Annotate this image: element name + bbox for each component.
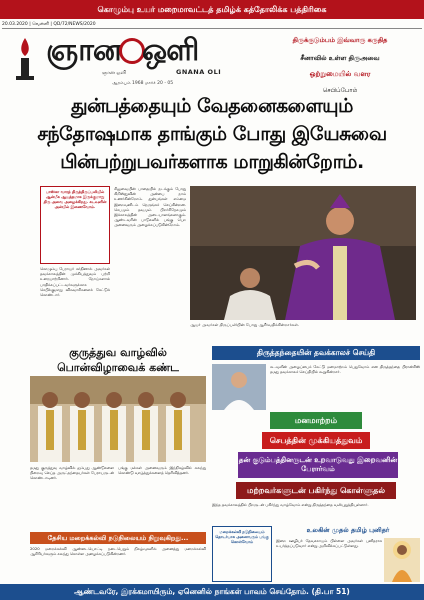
logo-word-left: ஞான [46,33,121,68]
pope-message-column: கடவுளின் அழைப்பைக் கேட்டு மனமாற்றம் பெறுவோம் என திருத்தந்தை பிரான்சிஸ் தமது தவக்காலச் செய்தியில் கூறுகின்றார். [270,364,420,375]
lead-column-b: சிலுவையின் பாதையில் நடக்கும் போது கிறிஸ்துவின் அன்பை நாம் உணர்கின்றோம். துன்பங்கள் எம்மை இறைவனிடம் நெருங்கச் செய்கின்றன. செபமும் தவமும் பிறர்சிநேகமும் இக்காலத்தின் அடையாளங்களாகும். ஆண்டவரின் பாடுகளில் பங்கு பெற அனைவரும் அழைக்கப்படுகின்றோம். [114,186,186,228]
banner-sharing: மற்றவர்களுடன் பகிர்ந்து கொள்ளுதல் [236,482,396,499]
pope-photo [212,364,266,410]
promo-line-1: திருக்குடும்பம் இவ்வாரு கருதித [292,36,388,44]
main-headline[interactable] [8,92,416,176]
catechism-heading[interactable]: தேசிய மறைக்கல்வி நடுநிலையம் நிறுவுகிறது... [30,532,206,544]
top-strip: கொழும்பு உயர் மறைமாவட்டத் தமிழ்க் கத்தோலிக்க பத்திரிகை [0,0,424,19]
logo-subtitle-tamil: ஞான ஒளி [102,70,127,76]
priests-photo [30,376,206,462]
issue-line: ஆரம்பம் 1968 மார்ச் 20 - 05 [112,81,174,86]
banner-conversion: மனமாற்றம் [270,412,362,429]
saint-photo [384,538,420,582]
promo-line-4: செபிப்போம் [322,87,358,94]
headline-line-3: பின்பற்றுபவர்களாக மாறுகின்றோம். [60,151,364,173]
banner-prayer: செபத்தின் முக்கியத்துவம் [262,432,370,449]
archbishop-illustration [190,186,416,320]
jubilee-column-d: பங்கு மக்கள் அனைவரும் இந்நிகழ்வில் கலந்து கொண்டு வாழ்த்துக்களைத் தெரிவித்தனர். [118,465,206,476]
masthead [2,30,252,88]
promo-line-3: ஒற்றுமையில் வளர [309,70,371,78]
archbishop-photo-caption: ஆயர் அவர்கள் திருப்பலியின் போது ஆசீர்வதிக்கின்றார்கள். [190,322,300,327]
boxed-quote: பாஸ்கா வாரத் திருத்திருப்பலியில் ஆன்மீக ஆயத்தமாக இருக்குமாறு திரு அவை அழைக்கிறது. கடவுளின் அன்பில் இணைவோம். [40,186,110,264]
tamil-saint-heading[interactable]: உலகின் முதல் தமிழ் புனிதர் [306,526,390,534]
catechism-column: 2020 மறைக்கல்வி ஆண்டையொட்டி நடைபெறும் நிகழ்வுகளில் அனைத்து மறைக்கல்வி ஆசிரியர்களும் கலந்து கொள்ள அழைக்கப்படுகின்றனர். [30,546,206,557]
tamil-saint-column: இறை ஊழியர் தேவசகாயம் பிள்ளை அவர்கள் புனிதராக உயர்த்தப்படுவார் என்று அறிவிக்கப்பட்டுள்ளது. [276,538,382,549]
saint-illustration [384,538,420,582]
catechism-box: மறைக்கல்வி நடுநிலையம் தொடர்பாக அனைவரும் பங்கு கொள்வோம் [212,526,272,582]
headline-line-1: துன்பத்தையும் வேதனைகளையும் [71,95,353,117]
archbishop-photo [190,186,416,320]
pope-illustration [212,364,266,410]
headline-line-2: சந்தோஷமாக தாங்கும் போது இயேசுவை [37,123,387,145]
pope-message-heading[interactable]: திருத்தந்தையின் தவக்காலச் செய்தி [212,346,420,360]
banner-dialogue: தன் குடும்பத்தினருடன் உறவாடுவது இறைவனின் பேரார்வம் [238,452,398,478]
jubilee-column-c: தமது குருத்துவ வாழ்வில் ஐம்பது ஆண்டுகளை நிறைவு செய்த அருட்தந்தையர்கள் பேராயருடன் கொண்டாடினர். [30,465,114,481]
pope-message-column-f: இந்த தவக்காலத்தில் பிறருடன் பகிர்ந்து வாழ்வோம் என்று திருத்தந்தை வலியுறுத்தியுள்ளார். [212,502,369,507]
jubilee-heading[interactable]: குருத்துவ வாழ்வில் பொன்விழாவைக் கண்ட [57,346,179,374]
logo-subtitle-english: GNANA OLI [176,68,222,76]
logo-word-right: ஒளி [142,33,199,68]
bottom-verse-strip: ஆண்டவரே, இரக்கமாயிரும், ஏனெனில் நாங்கள் பாவம் செய்தோம். (தி.பா 51) [0,584,424,600]
lead-column-a: கொழும்பு பேராயர் கர்தினால் அவர்கள் தவக்காலத்தின் முக்கியத்துவம் பற்றி உரையாற்றினார். நோய்களால் பாதிக்கப்பட்டவர்களுக்காக செபிக்குமாறு விசுவாசிகளைக் கேட்டுக் கொண்டார். [40,266,110,298]
promo-line-2: சீனாவில் உள்ள திருஅவை [300,54,380,62]
issue-info-strip: 20.03.2020 | வெள்ளி | QD/72/NEWS/2020 [2,20,422,29]
lamp-icon [10,34,40,84]
priests-illustration [30,376,206,462]
